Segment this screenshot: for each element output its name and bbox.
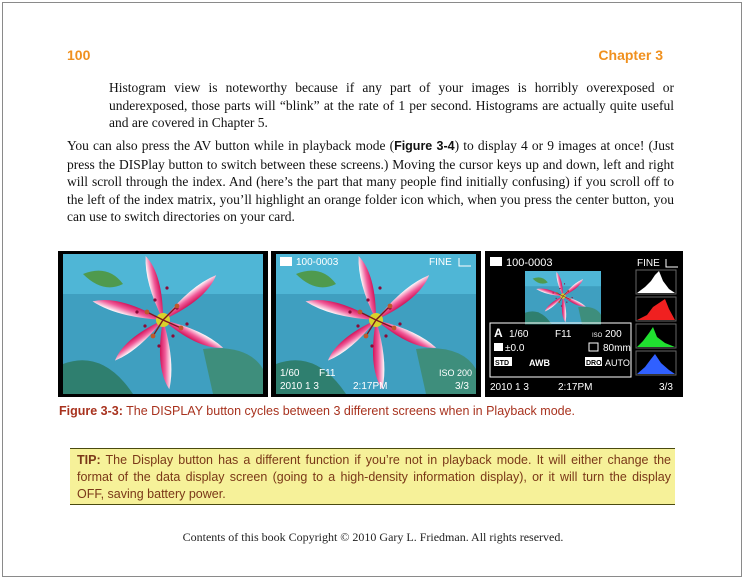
blue-histogram [636, 351, 676, 375]
capture-date: 2010 1 3 [280, 381, 319, 392]
folder-number: 100-0003 [296, 257, 339, 268]
iso-label: ISO [592, 333, 603, 339]
dro-label: DRO [586, 360, 602, 367]
chapter-title: Chapter 3 [598, 47, 663, 63]
iso-value: 200 [605, 329, 622, 340]
luminance-histogram [636, 270, 676, 294]
exposure-comp-icon [494, 343, 503, 351]
shutter-speed: 1/60 [509, 329, 529, 340]
folder-number: 100-0003 [506, 257, 553, 269]
tip-label: TIP: [77, 453, 101, 467]
copyright-footer: Contents of this book Copyright © 2010 Gary L. Friedman. All rights reserved. [182, 530, 564, 544]
aperture: F11 [319, 368, 336, 379]
red-histogram [636, 297, 676, 321]
image-count: 3/3 [659, 382, 673, 393]
capture-time: 2:17PM [558, 382, 593, 393]
figure-reference: Figure 3-4 [394, 139, 455, 153]
white-balance: AWB [529, 358, 550, 368]
playback-paragraph [67, 137, 674, 226]
aperture: F11 [555, 329, 572, 340]
tip-text: The Display button has a different function if you’re not in playback mode. It will either change the format of the data display screen (going to a high-density information display), or it will turn the display OFF, saving battery power. [77, 453, 671, 501]
playback-screen-image-only [58, 251, 268, 397]
dro-setting: AUTO [605, 358, 630, 368]
quality-label: FINE [429, 257, 452, 268]
page-number: 100 [67, 47, 91, 63]
histogram-paragraph: Histogram view is noteworthy because if any part of your images is horribly overexposed or underexposed, those parts will “blink” at the rate of 1 per second. Histograms are actually quite useful and are covered in Chapter 5. [109, 80, 674, 130]
document-page [2, 2, 742, 577]
figure-label: Figure 3-3: [59, 404, 123, 418]
image-count: 3/3 [455, 381, 469, 392]
playback-paragraph-start: You can also press the AV button while in playback mode ( [67, 138, 395, 153]
capture-time: 2:17PM [353, 381, 388, 392]
card-icon [280, 257, 292, 266]
exposure-comp: ±0.0 [505, 343, 525, 354]
exposure-mode: A [494, 326, 503, 340]
figure-caption [59, 404, 575, 418]
capture-date: 2010 1 3 [490, 382, 529, 393]
quality-label: FINE [637, 258, 660, 269]
playback-screen-basic-info [271, 251, 481, 397]
shutter-speed: 1/60 [280, 368, 300, 379]
iso-value: ISO 200 [439, 368, 473, 378]
tip-box [70, 448, 675, 505]
creative-style-label: STD [495, 360, 509, 367]
thumbnail-image [525, 271, 601, 324]
playback-paragraph-rest: ) to display 4 or 9 images at once! (Just press the DISPlay button to switch between these screens.) Moving the cursor keys up and down, left and right will scroll through the index. And (here’s the part that many people find initially confusing) if you scroll off to the left of the index matrix, you’ll highlight an orange folder icon which, when you press the center button, you can use to switch directories on your card. [67, 138, 674, 224]
card-icon [490, 257, 502, 266]
green-histogram [636, 324, 676, 348]
playback-screen-histogram [485, 251, 683, 397]
figure-caption-text: The DISPLAY button cycles between 3 different screens when in Playback mode. [122, 404, 576, 418]
focal-length: 80mm [603, 343, 631, 354]
